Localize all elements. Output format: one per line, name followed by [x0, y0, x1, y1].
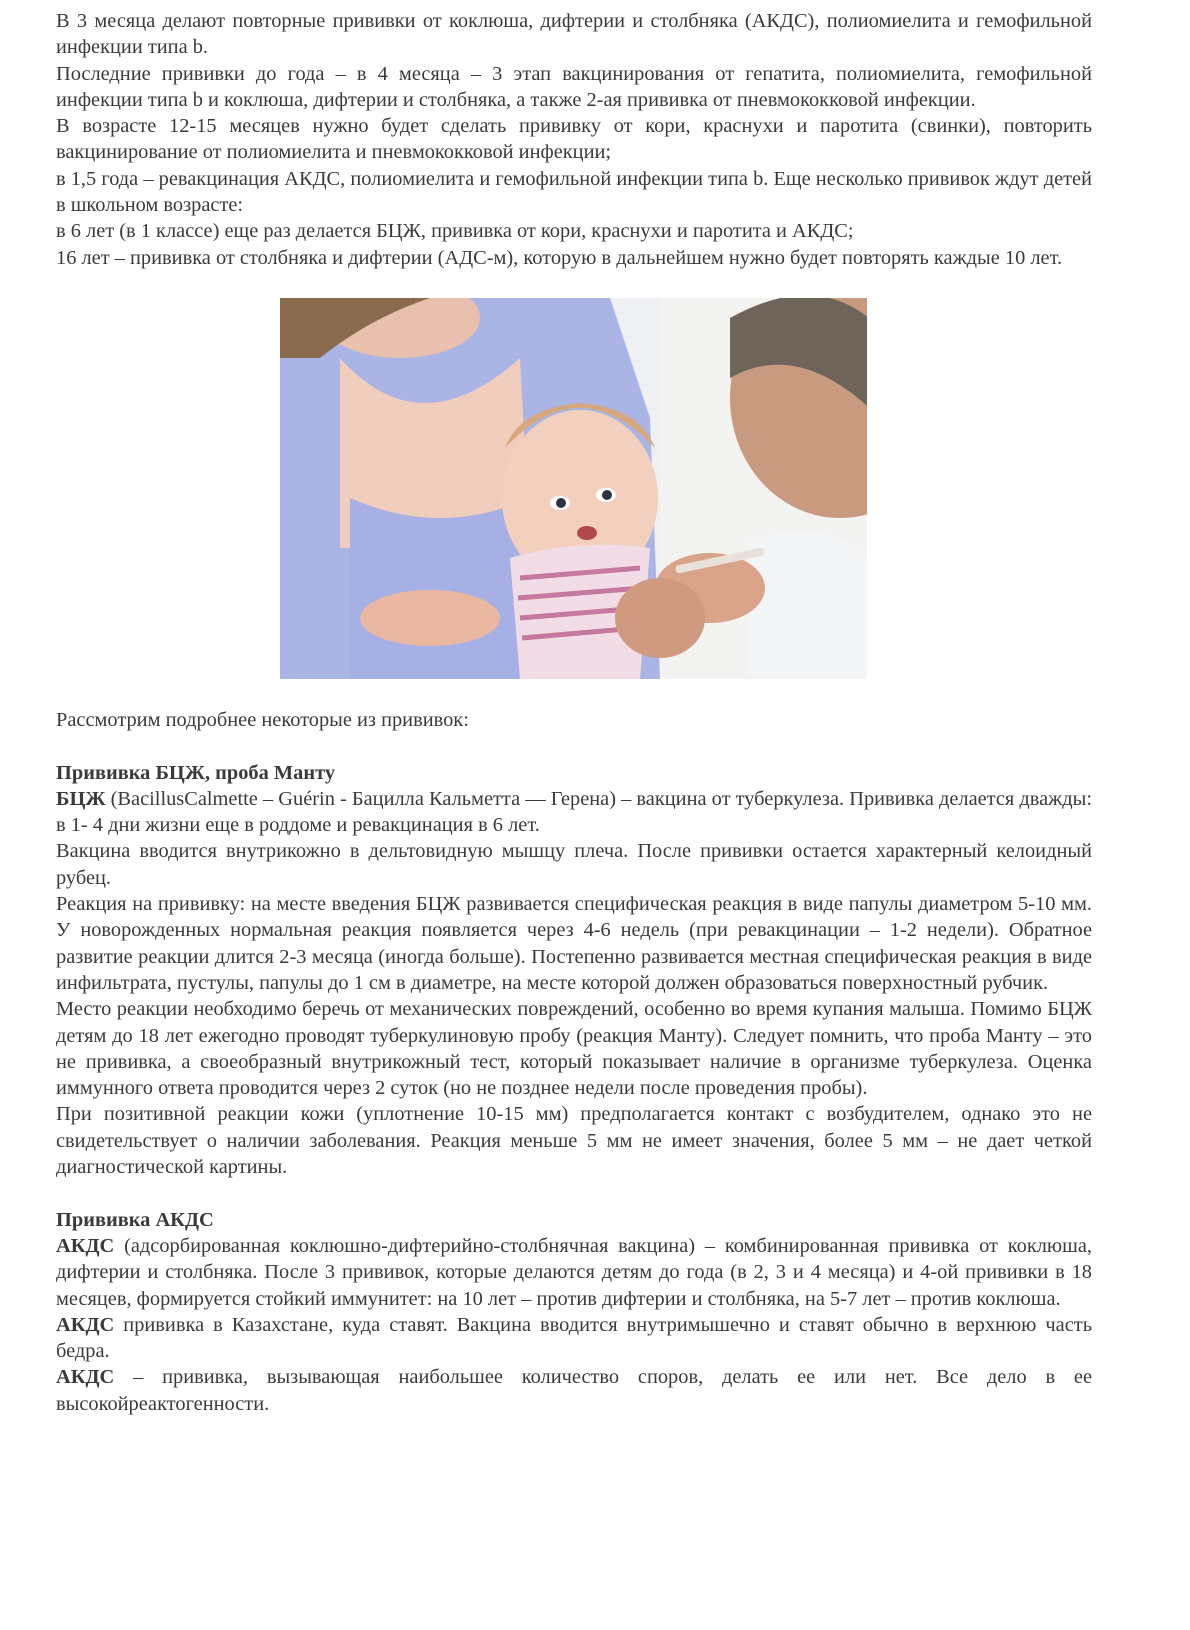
section-heading-bcg: Прививка БЦЖ, проба Манту [56, 761, 336, 784]
paragraph [56, 1364, 1092, 1417]
paragraph: в 1,5 года – ревакцинация АКДС, полиомиелита и гемофильной инфекции типа b. Еще несколько прививок ждут детей в школьном возрасте: [56, 167, 1092, 217]
term-bold: АКДС [56, 1234, 115, 1257]
paragraph: в 6 лет (в 1 классе) еще раз делается БЦЖ, прививка от кори, краснухи и паротита и АКДС; [56, 220, 854, 243]
paragraph: При позитивной реакции кожи (уплотнение 10-15 мм) предполагается контакт с возбудителем, однако это не свидетельствует о наличии заболевания. Реакция меньше 5 мм не имеет значения, более 5 мм – не дает четкой диагностической картины. [56, 1103, 1092, 1179]
paragraph: В 3 месяца делают повторные прививки от коклюша, дифтерии и столбняка (АКДС), полиомиелита и гемофильной инфекции типа b. [56, 10, 1092, 59]
paragraph: Место реакции необходимо беречь от механических повреждений, особенно во время купания малыша. Помимо БЦЖ детям до 18 лет ежегодно проводят туберкулиновую пробу (реакция Манту). Следует помнить, что проба Манту – это не прививка, а своеобразный внутрикожный тест, который показывает наличие в организме туберкулеза. Оценка иммунного ответа проводится через 2 суток (но не позднее недели после проведения пробы). [56, 998, 1092, 1100]
paragraph-text: (адсорбированная коклюшно-дифтерийно-столбнячная вакцина) – комбинированная прививка от коклюша, дифтерии и столбняка. После 3 прививок, которые делаются детям до года (в 2, 3 и 4 месяца) и 4-ой прививки в 18 месяцев, формируется стойкий иммунитет: на 10 лет – против дифтерии и столбняка, на 5-7 лет – против коклюша. [56, 1234, 1092, 1310]
term-bold: БЦЖ [56, 787, 106, 810]
vaccination-photo [280, 298, 867, 679]
paragraph: Последние прививки до года – в 4 месяца – 3 этап вакцинирования от гепатита, полиомиелита, гемофильной инфекции типа b и коклюша, дифтерии и столбняка, а также 2-ая прививка от пневмококковой инфекции. [56, 62, 1092, 111]
paragraph [56, 1312, 1092, 1365]
paragraph: В возрасте 12-15 месяцев нужно будет сделать прививку от кори, краснухи и паротита (свинки), повторить вакцинирование от полиомиелита и пневмококковой инфекции; [56, 115, 1092, 164]
section-heading-dtp: Прививка АКДС [56, 1208, 214, 1231]
intro-text: Рассмотрим подробнее некоторые из прививок: [56, 708, 469, 731]
paragraph [56, 1233, 1092, 1312]
paragraph: Вакцина вводится внутрикожно в дельтовидную мышцу плеча. После прививки остается характерный келоидный рубец. [56, 840, 1092, 889]
paragraph: Реакция на прививку: на месте введения БЦЖ развивается специфическая реакция в виде папулы диаметром 5-10 мм. У новорожденных нормальная реакция появляется через 4-6 недель (при ревакцинации – 1-2 недели). Обратное развитие реакции длится 2-3 месяца (иногда больше). Постепенно развивается местная специфическая реакция в виде инфильтрата, пустулы, папулы до 1 см в диаметре, на месте которой должен образоваться поверхностный рубчик. [56, 893, 1092, 994]
paragraph [56, 786, 1092, 839]
spacer [56, 1180, 1092, 1206]
photo-illustration [280, 298, 867, 679]
paragraph-text: – прививка, вызывающая наибольшее количество споров, делать ее или нет. Все дело в ее высокойреактогенности. [56, 1366, 1092, 1415]
paragraph-text: (BacillusCalmette – Guérin - Бацилла Кальметта — Герена) – вакцина от туберкулеза. Прививка делается дважды: в 1- 4 дни жизни еще в роддоме и ревакцинация в 6 лет. [56, 787, 1092, 837]
term-bold: АКДС [56, 1366, 115, 1389]
paragraph: 16 лет – прививка от столбняка и дифтерии (АДС-м), которую в дальнейшем нужно будет повторять каждые 10 лет. [56, 246, 1063, 269]
paragraph-text: прививка в Казахстане, куда ставят. Вакцина вводится внутримышечно и ставят обычно в верхнюю часть бедра. [56, 1313, 1092, 1363]
term-bold: АКДС [56, 1313, 115, 1336]
spacer [56, 733, 1092, 759]
document-page [56, 8, 1092, 1417]
